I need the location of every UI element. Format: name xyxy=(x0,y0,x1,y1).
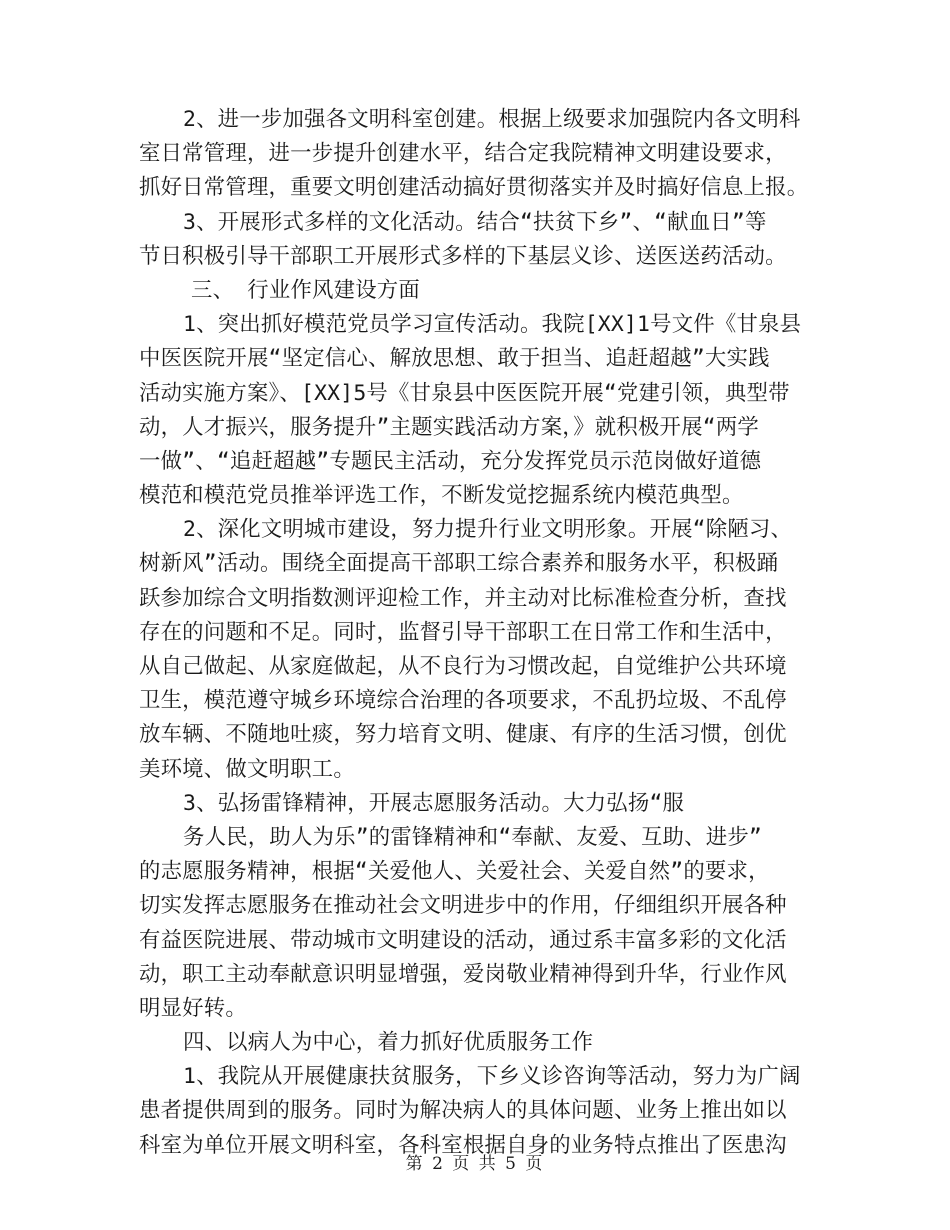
text-line: 切实发挥志愿服务在推动社会文明进步中的作用，仔细组织开展各种 xyxy=(139,893,787,919)
text-line: 一做”、“追赶超越”专题民主活动，充分发挥党员示范岗做好道德 xyxy=(139,448,762,474)
text-line: 有益医院进展、带动城市文明建设的活动，通过系丰富多彩的文化活 xyxy=(139,927,787,953)
text-line: 节日积极引导干部职工开展形式多样的下基层义诊、送医送药活动。 xyxy=(139,243,787,269)
text-line: 活动实施方案》、[XX]5号《甘泉县中医医院开展“党建引领，典型带 xyxy=(139,380,790,406)
text-line: 动，职工主动奉献意识明显增强，爱岗敬业精神得到升华，行业作风 xyxy=(139,961,787,987)
text-line: 从自己做起、从家庭做起，从不良行为习惯改起，自觉维护公共环境 xyxy=(139,654,787,679)
section-heading: 三、 行业作风建设方面 xyxy=(191,277,420,303)
section-heading: 四、以病人为中心，着力抓好优质服务工作 xyxy=(183,1030,594,1056)
text-line: 中医医院开展“坚定信心、解放思想、敢于担当、追赶超越”大实践 xyxy=(139,346,770,372)
text-line: 2、进一步加强各文明科室创建。根据上级要求加强院内各文明科 xyxy=(183,107,801,132)
text-line: 动，人才振兴，服务提升”主题实践活动方案，》就积极开展“两学 xyxy=(139,414,759,440)
text-line: 3、弘扬雷锋精神，开展志愿服务活动。大力弘扬“服 xyxy=(183,790,685,816)
text-line: 务人民，助人为乐”的雷锋精神和“奉献、友爱、互助、进步” xyxy=(183,824,763,850)
text-line: 模范和模范党员推举评选工作，不断发觉挖掘系统内模范典型。 xyxy=(139,483,744,509)
text-line: 美环境、做文明职工。 xyxy=(139,756,355,782)
text-line: 1、突出抓好模范党员学习宣传活动。我院[XX]1号文件《甘泉县 xyxy=(183,312,802,338)
document-body xyxy=(139,103,819,1163)
text-line: 放车辆、不随地吐痰，努力培育文明、健康、有序的生活习惯，创优 xyxy=(139,722,787,748)
text-line: 2、深化文明城市建设，努力提升行业文明形象。开展“除陋习、 xyxy=(183,517,793,543)
text-line: 患者提供周到的服务。同时为解决病人的具体问题、业务上推出如以 xyxy=(139,1098,787,1124)
text-line: 卫生，模范遵守城乡环境综合治理的各项要求，不乱扔垃圾、不乱停 xyxy=(139,688,787,714)
text-line: 跃参加综合文明指数测评迎检工作，并主动对比标准检查分析，查找 xyxy=(139,585,787,611)
page-number-footer: 第 2 页 共 5 页 xyxy=(405,1154,545,1174)
text-line: 科室为单位开展文明科室，各科室根据自身的业务特点推出了医患沟 xyxy=(139,1132,787,1158)
text-line: 抓好日常管理，重要文明创建活动搞好贯彻落实并及时搞好信息上报。 xyxy=(139,175,809,201)
text-line: 树新风”活动。围绕全面提高干部职工综合素养和服务水平，积极踊 xyxy=(139,551,779,577)
text-line: 1、我院从开展健康扶贫服务，下乡义诊咨询等活动，努力为广阔 xyxy=(183,1064,801,1090)
text-line: 的志愿服务精神，根据“关爱他人、关爱社会、关爱自然”的要求， xyxy=(139,859,770,885)
text-line: 存在的问题和不足。同时，监督引导干部职工在日常工作和生活中， xyxy=(139,619,787,645)
text-line: 室日常管理，进一步提升创建水平，结合定我院精神文明建设要求， xyxy=(139,141,787,167)
text-line: 明显好转。 xyxy=(139,995,247,1021)
text-line: 3、开展形式多样的文化活动。结合“扶贫下乡”、“献血日”等 xyxy=(183,209,767,235)
